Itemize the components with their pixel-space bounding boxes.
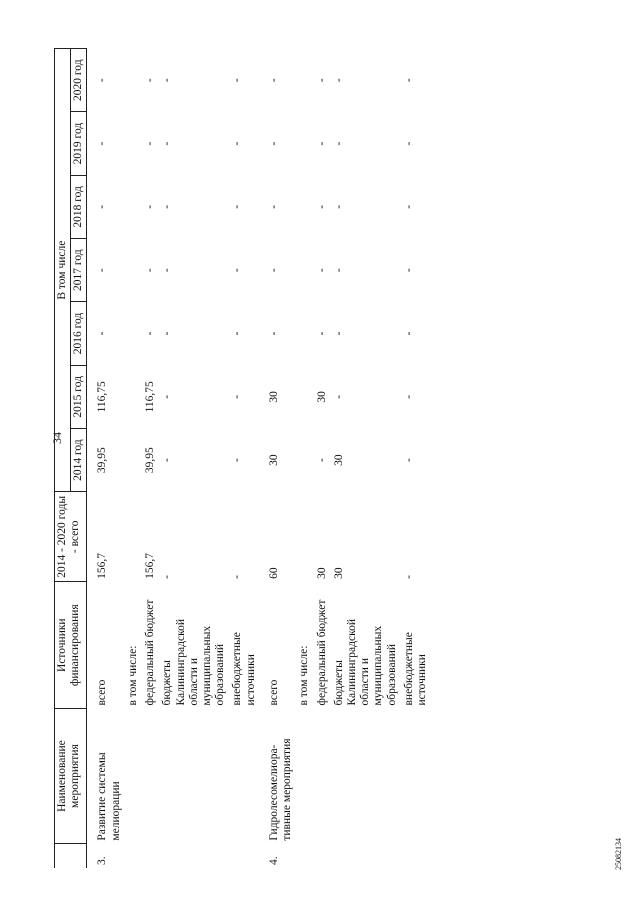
- year-value: 39,95: [144, 447, 157, 474]
- funding-source: федеральный бюджет: [315, 599, 328, 706]
- year-value: -: [96, 268, 109, 273]
- funding-source: внебюджетные источники: [231, 632, 257, 706]
- year-value: -: [267, 268, 280, 273]
- rotated-page: [54, 28, 594, 868]
- year-value: -: [315, 458, 328, 463]
- year-value: -: [161, 78, 174, 83]
- year-value: 30: [332, 454, 345, 466]
- header-year: 2019 год: [71, 112, 87, 175]
- year-value: [124, 49, 141, 112]
- total-value: -: [402, 575, 415, 579]
- year-value: [124, 112, 141, 175]
- year-value: -: [315, 78, 328, 83]
- financing-table: [54, 48, 430, 868]
- measure-name: [124, 709, 141, 844]
- row-number: [228, 844, 258, 868]
- table-body: [87, 49, 430, 869]
- table-row: [93, 49, 123, 869]
- table-row: [313, 49, 330, 869]
- year-value: -: [402, 268, 415, 273]
- year-value: -: [161, 458, 174, 463]
- table-row: [141, 49, 158, 869]
- table-row: [158, 49, 228, 869]
- header-source: Источники финансирования: [55, 582, 87, 709]
- measure-name: Развитие системы мелиорации: [96, 752, 122, 841]
- year-value: -: [315, 141, 328, 146]
- funding-source: внебюджетные источники: [402, 632, 429, 706]
- year-value: -: [315, 204, 328, 209]
- year-value: -: [402, 78, 415, 83]
- measure-name: [295, 709, 312, 844]
- year-value: -: [402, 458, 415, 463]
- measure-name: [400, 709, 430, 844]
- year-value: -: [231, 141, 244, 146]
- row-number: [158, 844, 228, 868]
- year-value: -: [231, 78, 244, 83]
- table-row: [124, 49, 141, 869]
- year-value: -: [231, 204, 244, 209]
- total-value: 156,7: [144, 553, 157, 579]
- measure-name: [313, 709, 330, 844]
- year-value: -: [144, 204, 157, 209]
- year-value: -: [144, 331, 157, 336]
- funding-source: всего: [96, 679, 109, 706]
- header-name: Наименование мероприятия: [55, 709, 87, 844]
- table-row: [330, 49, 400, 869]
- year-value: -: [96, 204, 109, 209]
- year-value: [295, 175, 312, 238]
- total-value: 60: [267, 567, 280, 579]
- header-year: 2016 год: [71, 302, 87, 365]
- year-value: -: [315, 331, 328, 336]
- year-value: 30: [267, 454, 280, 466]
- year-value: -: [96, 141, 109, 146]
- row-number: [330, 844, 400, 868]
- funding-source: бюджеты Калининградской области и муниципальных образований: [332, 618, 398, 706]
- year-value: -: [161, 394, 174, 399]
- year-value: -: [332, 141, 345, 146]
- year-value: -: [144, 141, 157, 146]
- row-number: [141, 844, 158, 868]
- table-row: [295, 49, 312, 869]
- year-value: -: [267, 204, 280, 209]
- year-value: [295, 428, 312, 491]
- year-value: 30: [267, 391, 280, 403]
- year-value: [124, 239, 141, 302]
- year-value: -: [267, 331, 280, 336]
- total-value: -: [231, 575, 244, 579]
- total-value: 30: [332, 567, 345, 579]
- total-value: -: [161, 575, 174, 579]
- total-value: 30: [315, 567, 328, 579]
- header-incl: В том числе: [55, 49, 71, 492]
- row-number: [400, 844, 430, 868]
- year-value: [124, 302, 141, 365]
- year-value: -: [332, 78, 345, 83]
- year-value: [295, 112, 312, 175]
- year-value: 116,75: [144, 381, 157, 413]
- row-number: [295, 844, 312, 868]
- year-value: -: [402, 394, 415, 399]
- header-total: 2014 - 2020 годы - всего: [55, 492, 87, 582]
- year-value: [124, 365, 141, 428]
- year-value: 30: [315, 391, 328, 403]
- year-value: 39,95: [96, 447, 109, 474]
- header-year: 2020 год: [71, 49, 87, 112]
- year-value: -: [315, 268, 328, 273]
- funding-source: в том числе:: [126, 645, 139, 706]
- year-value: -: [161, 331, 174, 336]
- table-header-row: [55, 49, 71, 869]
- year-value: -: [332, 331, 345, 336]
- year-value: -: [267, 78, 280, 83]
- header-year: 2018 год: [71, 175, 87, 238]
- header-year: 2015 год: [71, 365, 87, 428]
- year-value: [124, 428, 141, 491]
- year-value: -: [231, 458, 244, 463]
- doc-code-text: 25082134: [614, 838, 623, 870]
- funding-source: в том числе:: [298, 645, 311, 706]
- year-value: -: [161, 268, 174, 273]
- funding-source: федеральный бюджет: [144, 599, 157, 706]
- table-row: [265, 49, 295, 869]
- year-value: -: [402, 331, 415, 336]
- row-number: 3.: [96, 856, 109, 865]
- year-value: -: [144, 268, 157, 273]
- measure-name: [141, 709, 158, 844]
- year-value: -: [96, 331, 109, 336]
- funding-source: бюджеты Калининградской области и муниципальных образований: [161, 618, 227, 706]
- measure-name: [158, 709, 228, 844]
- funding-source: всего: [267, 679, 280, 706]
- year-value: [295, 49, 312, 112]
- measure-name: [330, 709, 400, 844]
- year-value: [295, 365, 312, 428]
- table-row: [400, 49, 430, 869]
- year-value: -: [231, 394, 244, 399]
- total-value: [295, 492, 312, 582]
- total-value: [124, 492, 141, 582]
- year-value: -: [96, 78, 109, 83]
- year-value: 116,75: [96, 381, 109, 413]
- year-value: -: [332, 394, 345, 399]
- year-value: -: [402, 204, 415, 209]
- table-row: [228, 49, 258, 869]
- year-value: -: [231, 331, 244, 336]
- year-value: [295, 302, 312, 365]
- measure-name: [228, 709, 258, 844]
- measure-name: Гидролесомелиора-тивные мероприятия: [267, 738, 294, 841]
- year-value: -: [267, 141, 280, 146]
- total-value: 156,7: [96, 553, 109, 579]
- year-value: [124, 175, 141, 238]
- year-value: -: [161, 204, 174, 209]
- row-number: [124, 844, 141, 868]
- year-value: -: [332, 268, 345, 273]
- row-number: 4.: [267, 856, 280, 865]
- page-number-text: 34: [50, 432, 64, 444]
- year-value: -: [161, 141, 174, 146]
- year-value: -: [231, 268, 244, 273]
- year-value: [295, 239, 312, 302]
- row-number: [313, 844, 330, 868]
- header-year: 2014 год: [71, 428, 87, 491]
- year-value: -: [402, 141, 415, 146]
- header-year: 2017 год: [71, 239, 87, 302]
- year-value: -: [144, 78, 157, 83]
- year-value: -: [332, 204, 345, 209]
